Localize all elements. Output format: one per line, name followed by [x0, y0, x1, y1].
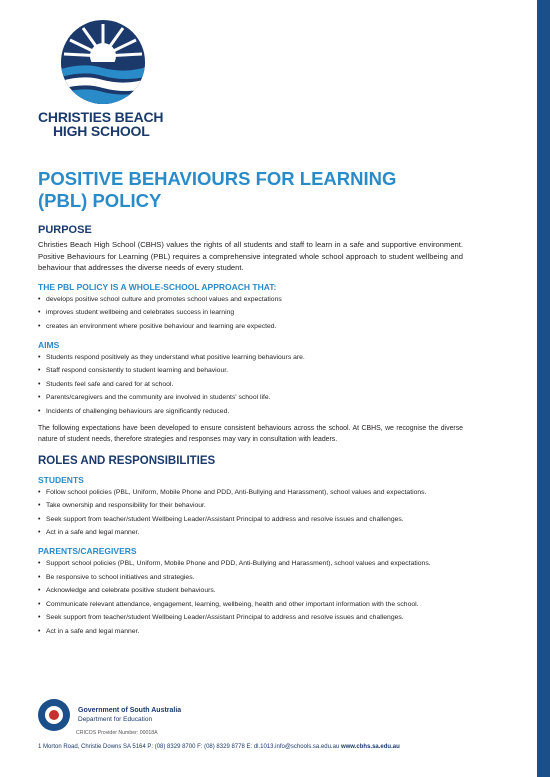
students-heading: STUDENTS — [38, 474, 84, 485]
list-item: • Be responsive to school initiatives and strategies. — [38, 572, 463, 583]
roles-heading: ROLES AND RESPONSIBILITIES — [38, 454, 216, 467]
list-item: • creates an environment where positive behaviour and learning are expected. — [38, 321, 463, 332]
parents-list — [38, 558, 463, 637]
list-item: • Incidents of challenging behaviours are significantly reduced. — [38, 406, 463, 417]
list-item: • Communicate relevant attendance, engagement, learning, wellbeing, health and other important information with the school. — [38, 599, 463, 610]
aims-list — [38, 352, 463, 417]
page-title — [38, 168, 463, 212]
list-item: • Support school policies (PBL, Uniform, Mobile Phone and PDD, Anti-Bullying and Harassment), school values and expectations. — [38, 558, 463, 569]
list-item: • Seek support from teacher/student Wellbeing Leader/Assistant Principal to address and resolve issues and challenges. — [38, 612, 463, 623]
approach-heading: THE PBL POLICY IS A WHOLE-SCHOOL APPROACH THAT: — [38, 281, 277, 292]
list-item: • Students respond positively as they understand what positive learning behaviours are. — [38, 352, 463, 363]
students-list — [38, 487, 463, 539]
approach-list — [38, 294, 463, 332]
purpose-heading: PURPOSE — [38, 224, 92, 236]
title-line2: (PBL) POLICY — [38, 190, 162, 211]
list-item: • Students feel safe and cared for at school. — [38, 379, 463, 390]
list-item: • Parents/caregivers and the community are involved in students' school life. — [38, 392, 463, 403]
cricos-number: CRICOS Provider Number: 00018A — [76, 730, 158, 736]
purpose-text: Christies Beach High School (CBHS) values the rights of all students and staff to learn in a safe and supportive environment. Positive Behaviours for Learning (PBL) requires a comprehensive integrated whole school approach to student wellbeing and behaviour that addresses the diverse needs of every student. — [38, 240, 463, 273]
school-name-line2: HIGH SCHOOL — [53, 123, 150, 139]
list-item: • improves student wellbeing and celebrates success in learning — [38, 307, 463, 318]
list-item: • Staff respond consistently to student learning and behaviour. — [38, 365, 463, 376]
aims-heading: AIMS — [38, 339, 60, 350]
department-name: Department for Education — [78, 716, 153, 723]
sa-crest-icon — [38, 699, 70, 731]
list-item: • Acknowledge and celebrate positive student behaviours. — [38, 585, 463, 596]
list-item: • Follow school policies (PBL, Uniform, Mobile Phone and PDD, Anti-Bullying and Harassment), school values and expectations. — [38, 487, 463, 498]
footer-contact — [38, 744, 538, 750]
parents-heading: PARENTS/CAREGIVERS — [38, 546, 137, 557]
policy-content — [38, 168, 463, 639]
school-name — [38, 110, 163, 138]
footer-address: 1 Morton Road, Christie Downs SA 5164 P: (08) 8329 8700 F: (08) 8329 8778 E: dl.1013.info@schools.sa.edu.au — [38, 744, 341, 750]
list-item: • Take ownership and responsibility for their behaviour. — [38, 500, 463, 511]
expectations-note: The following expectations have been developed to ensure consistent behaviours across the school. At CBHS, we recognise the diverse nature of student needs, therefore strategies and responses may vary in consultation with leaders. — [38, 424, 463, 443]
list-item: • Act in a safe and legal manner. — [38, 527, 463, 538]
side-accent-bar — [537, 0, 550, 777]
title-line1: POSITIVE BEHAVIOURS FOR LEARNING — [38, 168, 397, 189]
list-item: • Act in a safe and legal manner. — [38, 626, 463, 637]
government-logo — [38, 699, 181, 731]
list-item: • develops positive school culture and promotes school values and expectations — [38, 294, 463, 305]
website-link[interactable]: www.cbhs.sa.edu.au — [340, 744, 400, 750]
school-logo — [38, 16, 168, 108]
school-name-line1: CHRISTIES BEACH — [38, 109, 164, 125]
list-item: • Seek support from teacher/student Wellbeing Leader/Assistant Principal to address and resolve issues and challenges. — [38, 514, 463, 525]
gov-name: Government of South Australia — [78, 707, 182, 714]
